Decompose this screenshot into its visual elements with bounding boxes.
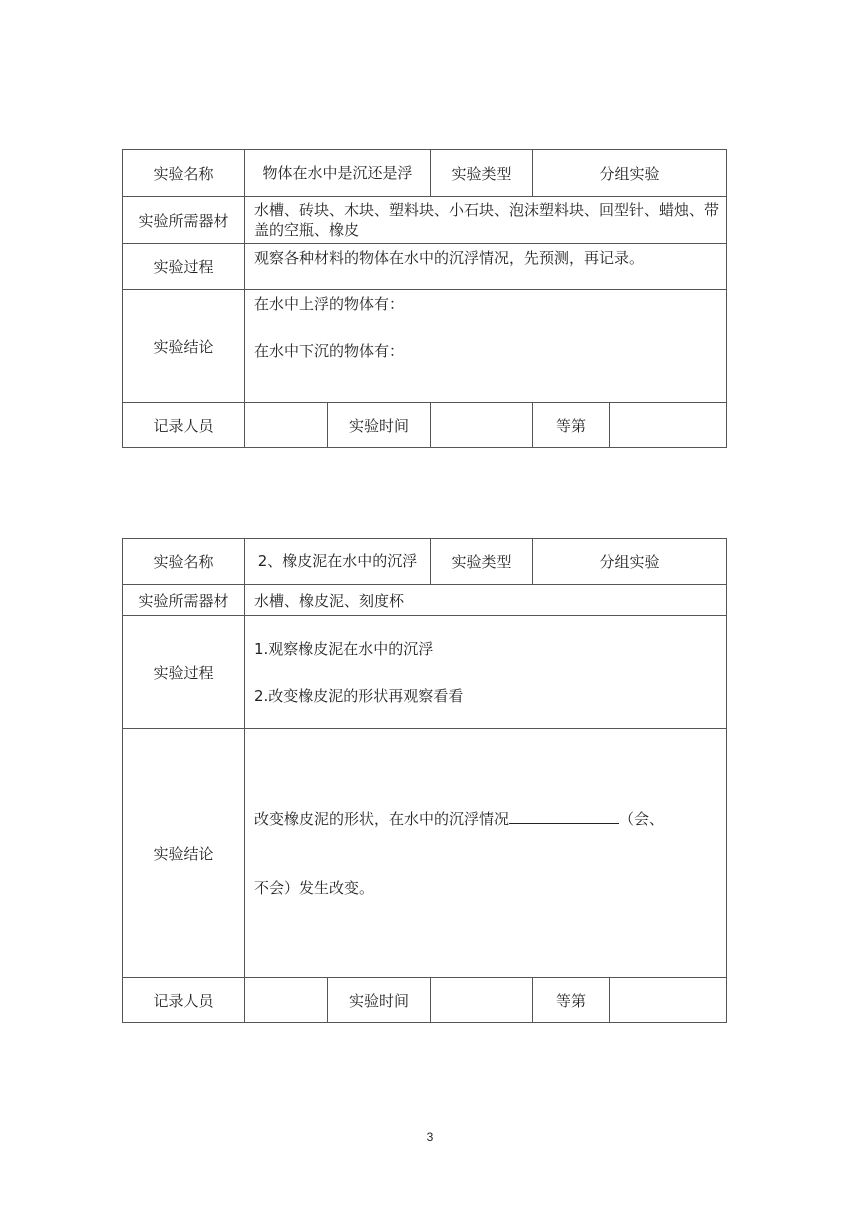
- type-value: 分组实验: [533, 150, 727, 197]
- materials-label: 实验所需器材: [123, 585, 245, 616]
- conclusion-options: （会、: [619, 810, 665, 828]
- name-label: 实验名称: [123, 150, 245, 197]
- conclusion-text-start: 改变橡皮泥的形状，在水中的沉浮情况: [254, 810, 510, 828]
- time-field[interactable]: [431, 403, 533, 448]
- materials-value: 水槽、砖块、木块、塑料块、小石块、泡沫塑料块、回型针、蜡烛、带盖的空瓶、橡皮: [245, 197, 727, 244]
- sinking-objects-line: 在水中下沉的物体有：: [254, 342, 405, 360]
- grade-label: 等第: [533, 978, 610, 1023]
- name-value: 2、橡皮泥在水中的沉浮: [245, 539, 431, 585]
- process-step-2: 2.改变橡皮泥的形状再观察看看: [254, 687, 464, 705]
- grade-field[interactable]: [610, 978, 727, 1023]
- process-label: 实验过程: [123, 244, 245, 290]
- process-value: 观察各种材料的物体在水中的沉浮情况，先预测，再记录。: [245, 244, 727, 290]
- time-label: 实验时间: [328, 403, 431, 448]
- name-value: 物体在水中是沉还是浮: [245, 150, 431, 197]
- page-number: 3: [426, 1130, 434, 1144]
- conclusion-cell: [245, 729, 727, 978]
- grade-field[interactable]: [610, 403, 727, 448]
- conclusion-cell: [245, 290, 727, 403]
- recorder-field[interactable]: [245, 403, 328, 448]
- answer-blank[interactable]: [509, 808, 619, 824]
- process-cell: [245, 616, 727, 729]
- type-label: 实验类型: [431, 539, 533, 585]
- name-label: 实验名称: [123, 539, 245, 585]
- recorder-label: 记录人员: [123, 978, 245, 1023]
- experiment-table-1: [122, 149, 727, 448]
- type-label: 实验类型: [431, 150, 533, 197]
- time-label: 实验时间: [328, 978, 431, 1023]
- recorder-label: 记录人员: [123, 403, 245, 448]
- grade-label: 等第: [533, 403, 610, 448]
- conclusion-label: 实验结论: [123, 729, 245, 978]
- conclusion-line-1: [254, 808, 722, 829]
- conclusion-line-2: 不会）发生改变。: [254, 879, 375, 897]
- materials-value: 水槽、橡皮泥、刻度杯: [245, 585, 727, 616]
- recorder-field[interactable]: [245, 978, 328, 1023]
- materials-label: 实验所需器材: [123, 197, 245, 244]
- conclusion-label: 实验结论: [123, 290, 245, 403]
- process-step-1: 1.观察橡皮泥在水中的沉浮: [254, 640, 434, 658]
- experiment-table-2: [122, 538, 727, 1023]
- floating-objects-line: 在水中上浮的物体有：: [254, 295, 405, 313]
- process-label: 实验过程: [123, 616, 245, 729]
- type-value: 分组实验: [533, 539, 727, 585]
- time-field[interactable]: [431, 978, 533, 1023]
